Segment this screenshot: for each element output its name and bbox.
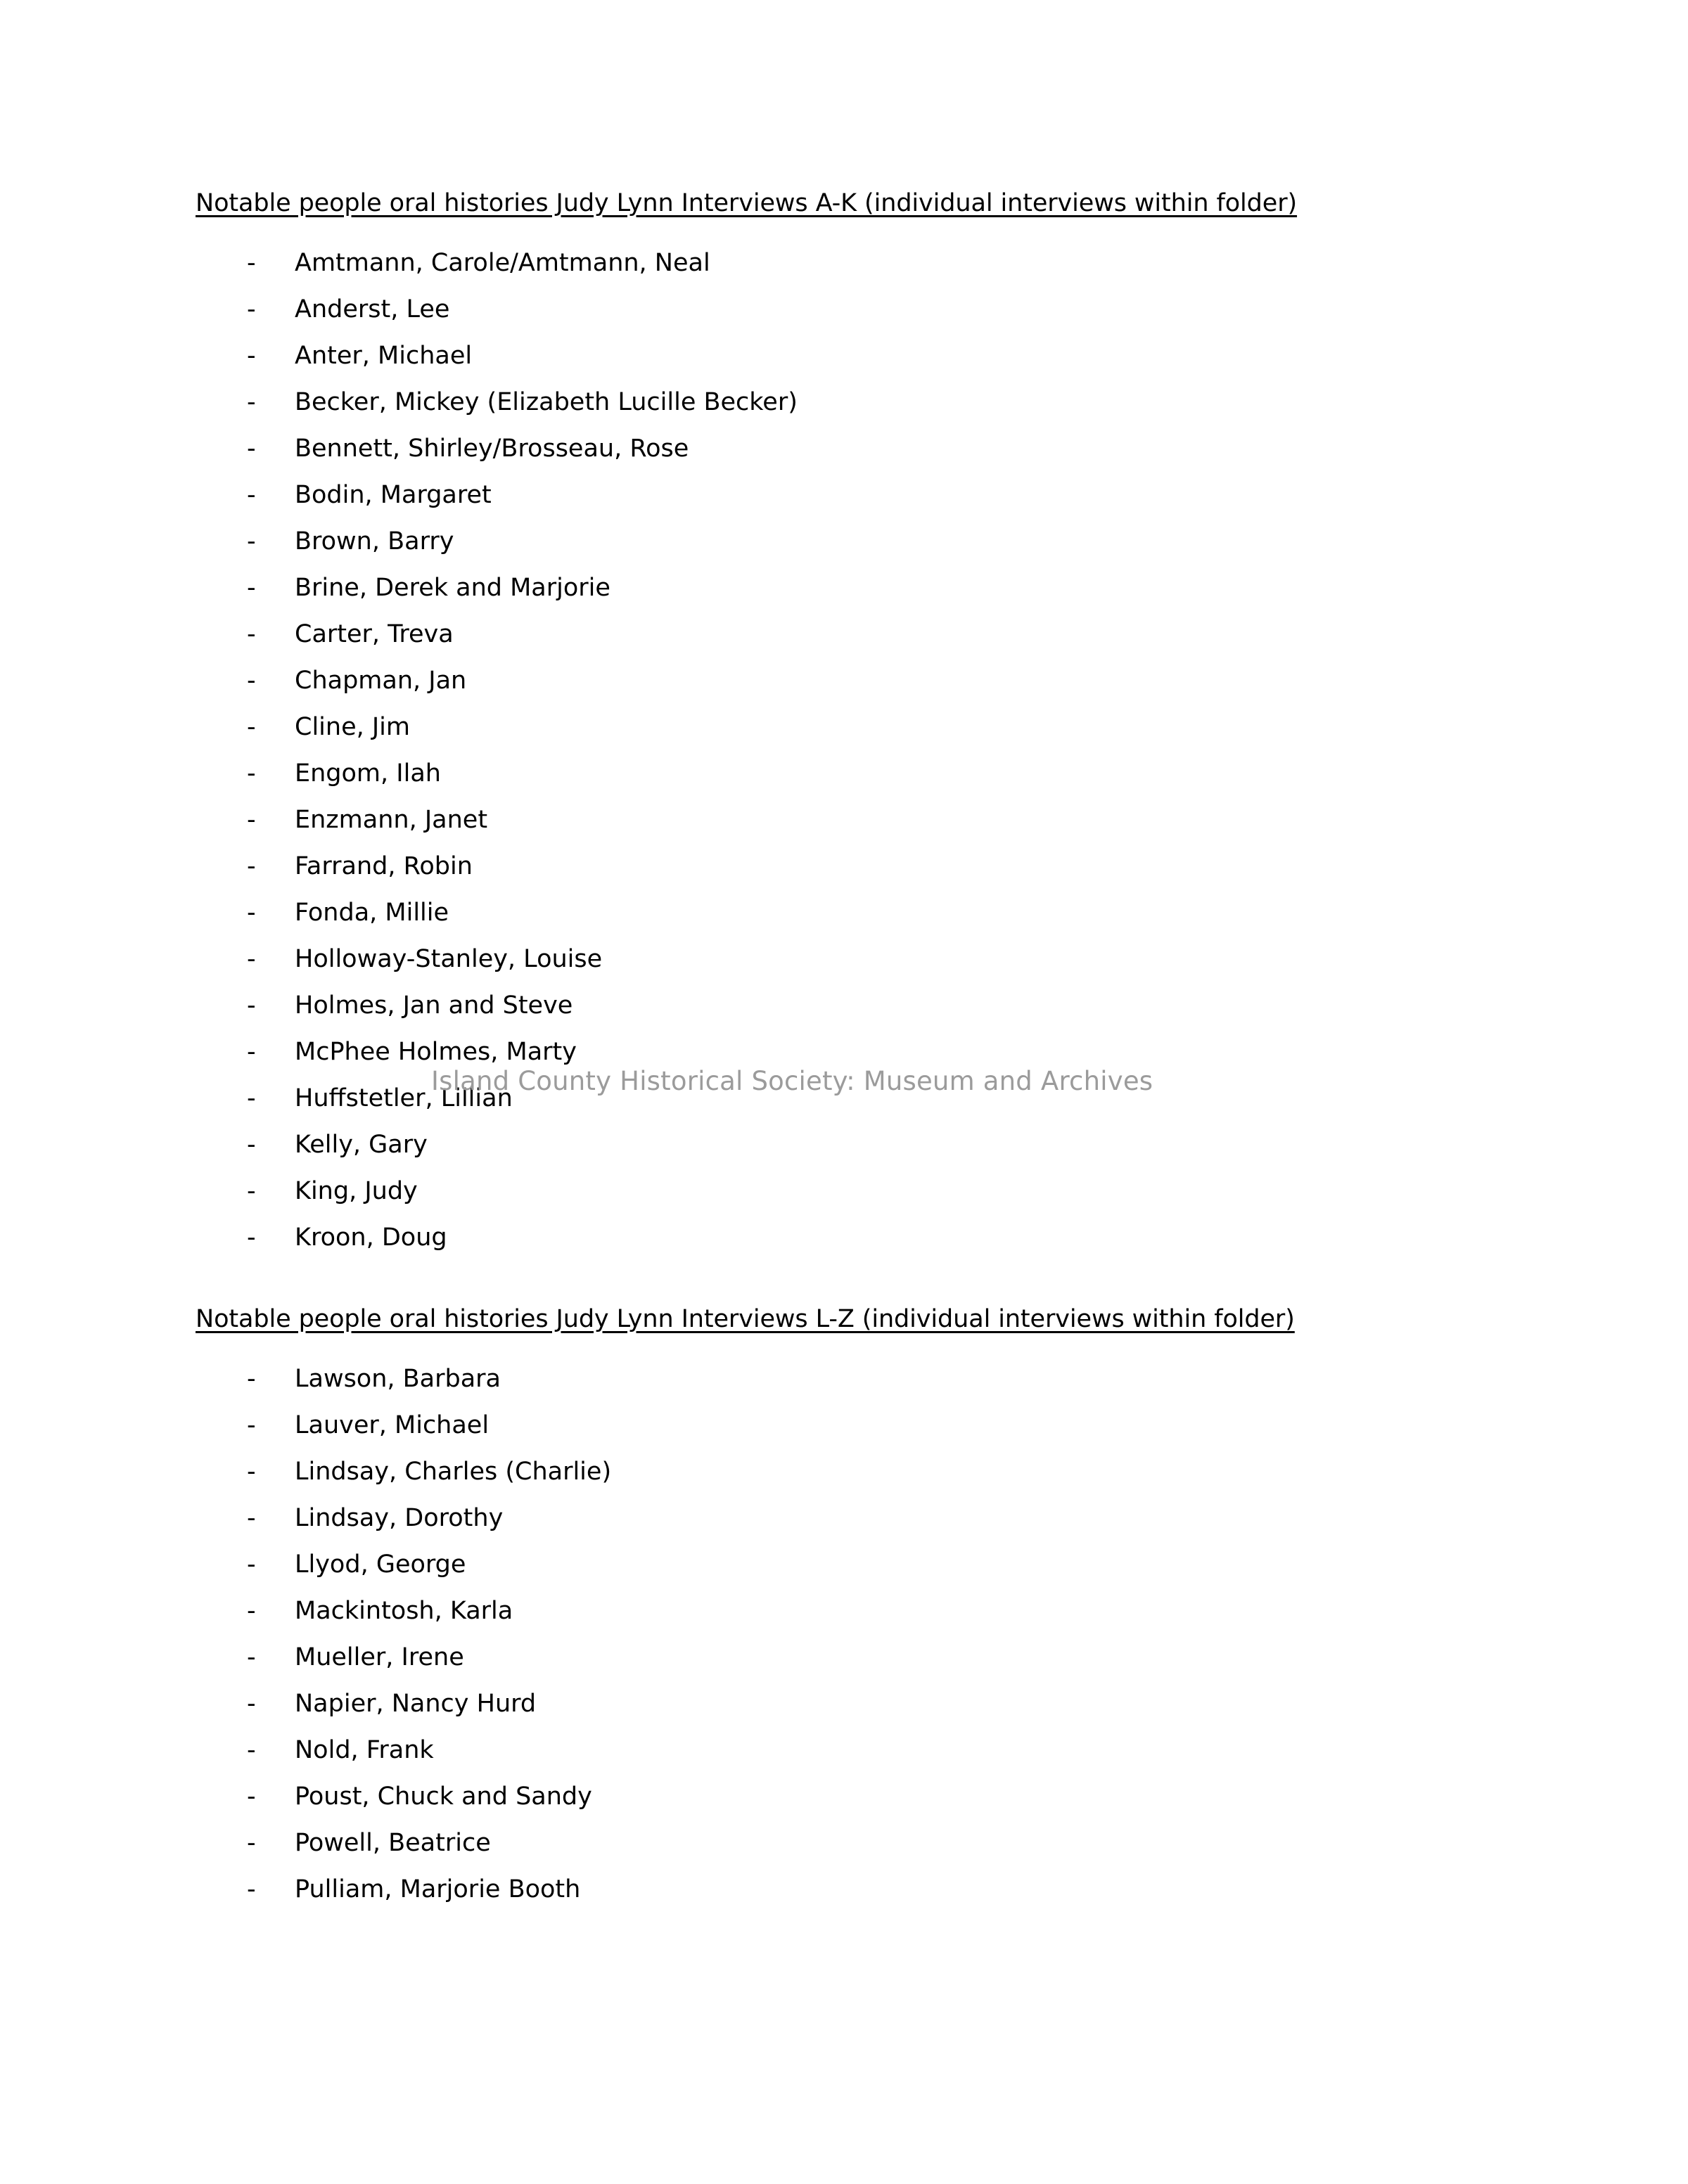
- bullet-marker: -: [247, 805, 256, 834]
- list-item-label: Bennett, Shirley/Brosseau, Rose: [295, 434, 689, 463]
- list-item-label: Carter, Treva: [295, 619, 454, 648]
- list-item-label: Kelly, Gary: [295, 1130, 428, 1159]
- list-item: [196, 704, 1532, 750]
- list-item: [196, 797, 1532, 843]
- list-item: [196, 286, 1532, 333]
- list-item-label: McPhee Holmes, Marty: [295, 1037, 577, 1066]
- list-item-label: Farrand, Robin: [295, 852, 473, 880]
- list-item: [196, 1402, 1532, 1448]
- list-item: [196, 1588, 1532, 1634]
- bullet-marker: -: [247, 1828, 256, 1857]
- watermark-text: Island County Historical Society: Museum and Archives: [431, 1066, 1153, 1096]
- list-item: [196, 1356, 1532, 1402]
- bullet-marker: -: [247, 1176, 256, 1205]
- bullet-marker: -: [247, 341, 256, 370]
- list-item: [196, 843, 1532, 889]
- interview-list-l-z: [196, 1356, 1532, 1913]
- list-item-label: Anter, Michael: [295, 341, 473, 370]
- list-item: [196, 1122, 1532, 1168]
- bullet-marker: -: [247, 1130, 256, 1159]
- list-item-label: Becker, Mickey (Elizabeth Lucille Becker): [295, 387, 798, 416]
- bullet-marker: -: [247, 387, 256, 416]
- list-item-label: Powell, Beatrice: [295, 1828, 491, 1857]
- list-item-label: Brown, Barry: [295, 527, 454, 555]
- list-item-label: Cline, Jim: [295, 712, 410, 741]
- interview-list-a-k: [196, 240, 1532, 1261]
- list-item-label: Lawson, Barbara: [295, 1364, 501, 1393]
- section-l-z: [196, 1307, 1532, 1913]
- list-item-label: Mueller, Irene: [295, 1643, 464, 1671]
- list-item-label: Lindsay, Charles (Charlie): [295, 1457, 612, 1486]
- bullet-marker: -: [247, 666, 256, 695]
- bullet-marker: -: [247, 1037, 256, 1066]
- bullet-marker: -: [247, 295, 256, 323]
- list-item: [196, 518, 1532, 565]
- bullet-marker: -: [247, 898, 256, 927]
- list-item-label: King, Judy: [295, 1176, 418, 1205]
- bullet-marker: -: [247, 1643, 256, 1671]
- bullet-marker: -: [247, 248, 256, 277]
- list-item-label: Chapman, Jan: [295, 666, 467, 695]
- list-item-label: Holmes, Jan and Steve: [295, 991, 573, 1020]
- list-item: [196, 425, 1532, 472]
- bullet-marker: -: [247, 712, 256, 741]
- list-item: [196, 1773, 1532, 1820]
- bullet-marker: -: [247, 480, 256, 509]
- list-item: [196, 379, 1532, 425]
- list-item-label: Nold, Frank: [295, 1735, 434, 1764]
- section-a-k: [196, 191, 1532, 1261]
- list-item: [196, 1541, 1532, 1588]
- bullet-marker: -: [247, 1411, 256, 1439]
- list-item: [196, 1820, 1532, 1866]
- bullet-marker: -: [247, 1550, 256, 1579]
- section-divider-space: [196, 1261, 1532, 1282]
- list-item: [196, 936, 1532, 982]
- list-item-label: Brine, Derek and Marjorie: [295, 573, 610, 602]
- list-item: [196, 1634, 1532, 1681]
- bullet-marker: -: [247, 434, 256, 463]
- list-item-label: Mackintosh, Karla: [295, 1596, 513, 1625]
- list-item: [196, 1866, 1532, 1913]
- bullet-marker: -: [247, 1689, 256, 1718]
- bullet-marker: -: [247, 1596, 256, 1625]
- list-item: [196, 333, 1532, 379]
- list-item-label: Holloway-Stanley, Louise: [295, 944, 603, 973]
- section-heading-a-k: Notable people oral histories Judy Lynn Interviews A-K (individual interviews within folder): [196, 189, 1298, 217]
- bullet-marker: -: [247, 1364, 256, 1393]
- list-item-label: Lindsay, Dorothy: [295, 1503, 504, 1532]
- list-item: [196, 1448, 1532, 1495]
- bullet-marker: -: [247, 759, 256, 788]
- list-item-label: Anderst, Lee: [295, 295, 450, 323]
- list-item: [196, 889, 1532, 936]
- bullet-marker: -: [247, 944, 256, 973]
- list-item-label: Napier, Nancy Hurd: [295, 1689, 537, 1718]
- list-item: [196, 1168, 1532, 1214]
- list-item: [196, 1214, 1532, 1261]
- list-item-label: Llyod, George: [295, 1550, 466, 1579]
- bullet-marker: -: [247, 1223, 256, 1252]
- list-item-label: Engom, Ilah: [295, 759, 441, 788]
- document-body: [196, 191, 1532, 1913]
- list-item-label: Lauver, Michael: [295, 1411, 490, 1439]
- bullet-marker: -: [247, 1735, 256, 1764]
- list-item: [196, 657, 1532, 704]
- list-item: [196, 472, 1532, 518]
- list-item: [196, 240, 1532, 286]
- bullet-marker: -: [247, 527, 256, 555]
- list-item: [196, 750, 1532, 797]
- bullet-marker: -: [247, 1875, 256, 1903]
- bullet-marker: -: [247, 1503, 256, 1532]
- list-item: [196, 611, 1532, 657]
- list-item-label: Huffstetler, Lillian: [295, 1084, 513, 1112]
- bullet-marker: -: [247, 1782, 256, 1811]
- list-item: [196, 1495, 1532, 1541]
- list-item-label: Amtmann, Carole/Amtmann, Neal: [295, 248, 710, 277]
- bullet-marker: -: [247, 619, 256, 648]
- section-heading-l-z: Notable people oral histories Judy Lynn Interviews L-Z (individual interviews within folder): [196, 1305, 1295, 1333]
- bullet-marker: -: [247, 852, 256, 880]
- list-item: [196, 565, 1532, 611]
- list-item-label: Kroon, Doug: [295, 1223, 447, 1252]
- bullet-marker: -: [247, 573, 256, 602]
- list-item-label: Enzmann, Janet: [295, 805, 488, 834]
- bullet-marker: -: [247, 1457, 256, 1486]
- bullet-marker: -: [247, 991, 256, 1020]
- list-item-label: Fonda, Millie: [295, 898, 449, 927]
- list-item: [196, 1681, 1532, 1727]
- list-item-label: Bodin, Margaret: [295, 480, 492, 509]
- list-item-label: Pulliam, Marjorie Booth: [295, 1875, 581, 1903]
- list-item: [196, 1727, 1532, 1773]
- list-item: [196, 982, 1532, 1029]
- list-item-label: Poust, Chuck and Sandy: [295, 1782, 592, 1811]
- bullet-marker: -: [247, 1084, 256, 1112]
